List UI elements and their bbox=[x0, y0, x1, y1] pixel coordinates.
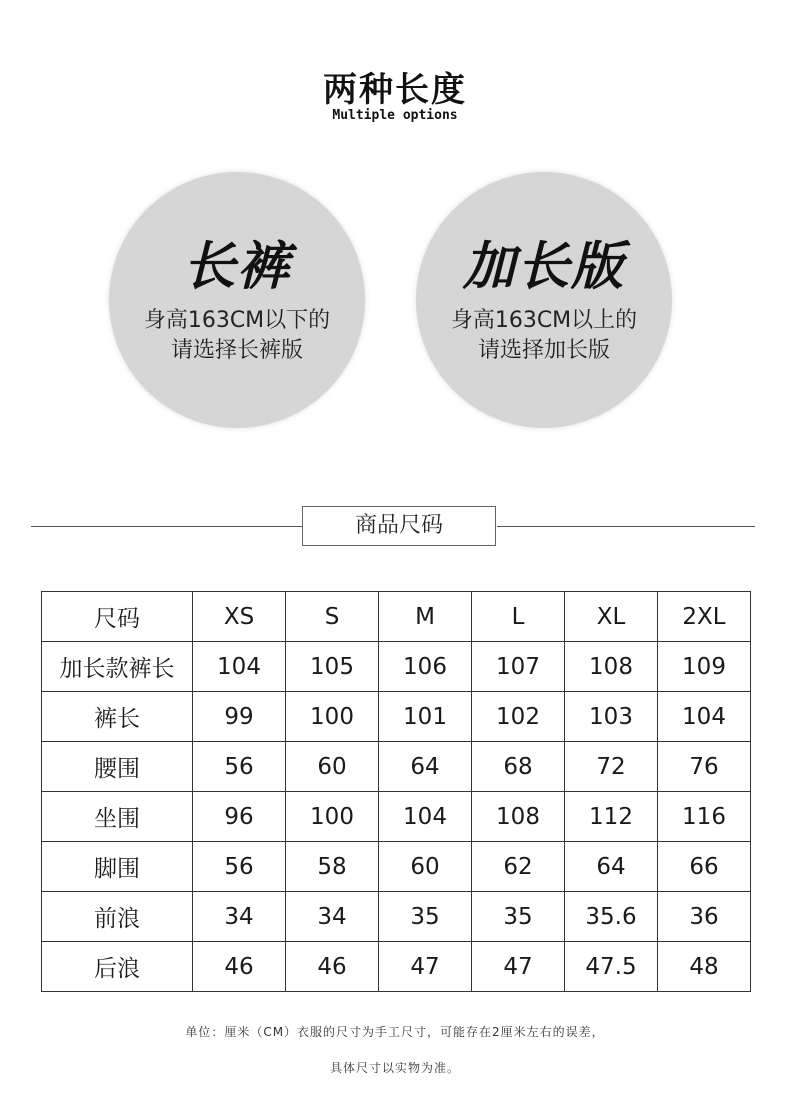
table-cell: 47.5 bbox=[565, 942, 658, 992]
table-cell: 109 bbox=[658, 642, 751, 692]
table-cell: 56 bbox=[193, 842, 286, 892]
table-row-label: 腰围 bbox=[42, 742, 193, 792]
size-table bbox=[41, 591, 751, 992]
table-cell: 34 bbox=[193, 892, 286, 942]
section-title: 商品尺码 bbox=[302, 506, 496, 546]
table-cell: 105 bbox=[286, 642, 379, 692]
option-desc-line: 身高163CM以下的 bbox=[143, 308, 331, 333]
table-cell: 108 bbox=[472, 792, 565, 842]
section-divider-left bbox=[31, 526, 303, 527]
footer-note: 单位：厘米（CM）衣服的尺寸为手工尺寸，可能存在2厘米左右的误差， bbox=[185, 1025, 605, 1039]
table-cell: 101 bbox=[379, 692, 472, 742]
option-circle-extended bbox=[416, 172, 672, 428]
table-header-cell: XS bbox=[193, 592, 286, 642]
option-description bbox=[416, 306, 672, 366]
table-row bbox=[42, 742, 751, 792]
table-cell: 106 bbox=[379, 642, 472, 692]
table-row bbox=[42, 942, 751, 992]
table-cell: 62 bbox=[472, 842, 565, 892]
table-header-cell: XL bbox=[565, 592, 658, 642]
table-cell: 76 bbox=[658, 742, 751, 792]
table-row-label: 前浪 bbox=[42, 892, 193, 942]
table-row-label: 后浪 bbox=[42, 942, 193, 992]
table-header-row bbox=[42, 592, 751, 642]
table-cell: 96 bbox=[193, 792, 286, 842]
table-cell: 36 bbox=[658, 892, 751, 942]
table-header-cell: 尺码 bbox=[42, 592, 193, 642]
table-row-label: 坐围 bbox=[42, 792, 193, 842]
table-cell: 99 bbox=[193, 692, 286, 742]
option-title: 加长版 bbox=[462, 237, 625, 297]
table-cell: 104 bbox=[193, 642, 286, 692]
table-cell: 46 bbox=[286, 942, 379, 992]
table-header-cell: M bbox=[379, 592, 472, 642]
table-cell: 112 bbox=[565, 792, 658, 842]
option-title: 长裤 bbox=[182, 237, 291, 297]
table-row-label: 加长款裤长 bbox=[42, 642, 193, 692]
table-cell: 68 bbox=[472, 742, 565, 792]
table-cell: 60 bbox=[286, 742, 379, 792]
option-desc-line: 身高163CM以上的 bbox=[450, 308, 638, 333]
option-desc-line: 请选择加长版 bbox=[477, 338, 610, 363]
option-desc-line: 请选择长裤版 bbox=[170, 338, 303, 363]
table-cell: 107 bbox=[472, 642, 565, 692]
table-row bbox=[42, 692, 751, 742]
table-row bbox=[42, 642, 751, 692]
option-circle-long-pants bbox=[109, 172, 365, 428]
table-row bbox=[42, 892, 751, 942]
table-cell: 66 bbox=[658, 842, 751, 892]
table-cell: 72 bbox=[565, 742, 658, 792]
table-header-cell: L bbox=[472, 592, 565, 642]
table-row-label: 裤长 bbox=[42, 692, 193, 742]
table-cell: 104 bbox=[379, 792, 472, 842]
table-cell: 35.6 bbox=[565, 892, 658, 942]
footer-note: 具体尺寸以实物为准。 bbox=[329, 1061, 460, 1075]
header-subtitle: Multiple options bbox=[332, 108, 458, 123]
table-cell: 64 bbox=[565, 842, 658, 892]
table-cell: 35 bbox=[472, 892, 565, 942]
table-cell: 103 bbox=[565, 692, 658, 742]
table-cell: 100 bbox=[286, 792, 379, 842]
table-cell: 48 bbox=[658, 942, 751, 992]
table-cell: 116 bbox=[658, 792, 751, 842]
table-cell: 100 bbox=[286, 692, 379, 742]
header-title: 两种长度 bbox=[323, 70, 467, 110]
table-cell: 56 bbox=[193, 742, 286, 792]
section-divider-right bbox=[497, 526, 755, 527]
table-header-cell: 2XL bbox=[658, 592, 751, 642]
table-cell: 102 bbox=[472, 692, 565, 742]
table-row bbox=[42, 792, 751, 842]
table-row bbox=[42, 842, 751, 892]
table-cell: 47 bbox=[472, 942, 565, 992]
table-row-label: 脚围 bbox=[42, 842, 193, 892]
table-cell: 108 bbox=[565, 642, 658, 692]
option-description bbox=[109, 306, 365, 366]
table-cell: 60 bbox=[379, 842, 472, 892]
table-cell: 34 bbox=[286, 892, 379, 942]
table-cell: 35 bbox=[379, 892, 472, 942]
table-cell: 58 bbox=[286, 842, 379, 892]
table-cell: 104 bbox=[658, 692, 751, 742]
table-cell: 46 bbox=[193, 942, 286, 992]
table-cell: 64 bbox=[379, 742, 472, 792]
table-header-cell: S bbox=[286, 592, 379, 642]
table-cell: 47 bbox=[379, 942, 472, 992]
